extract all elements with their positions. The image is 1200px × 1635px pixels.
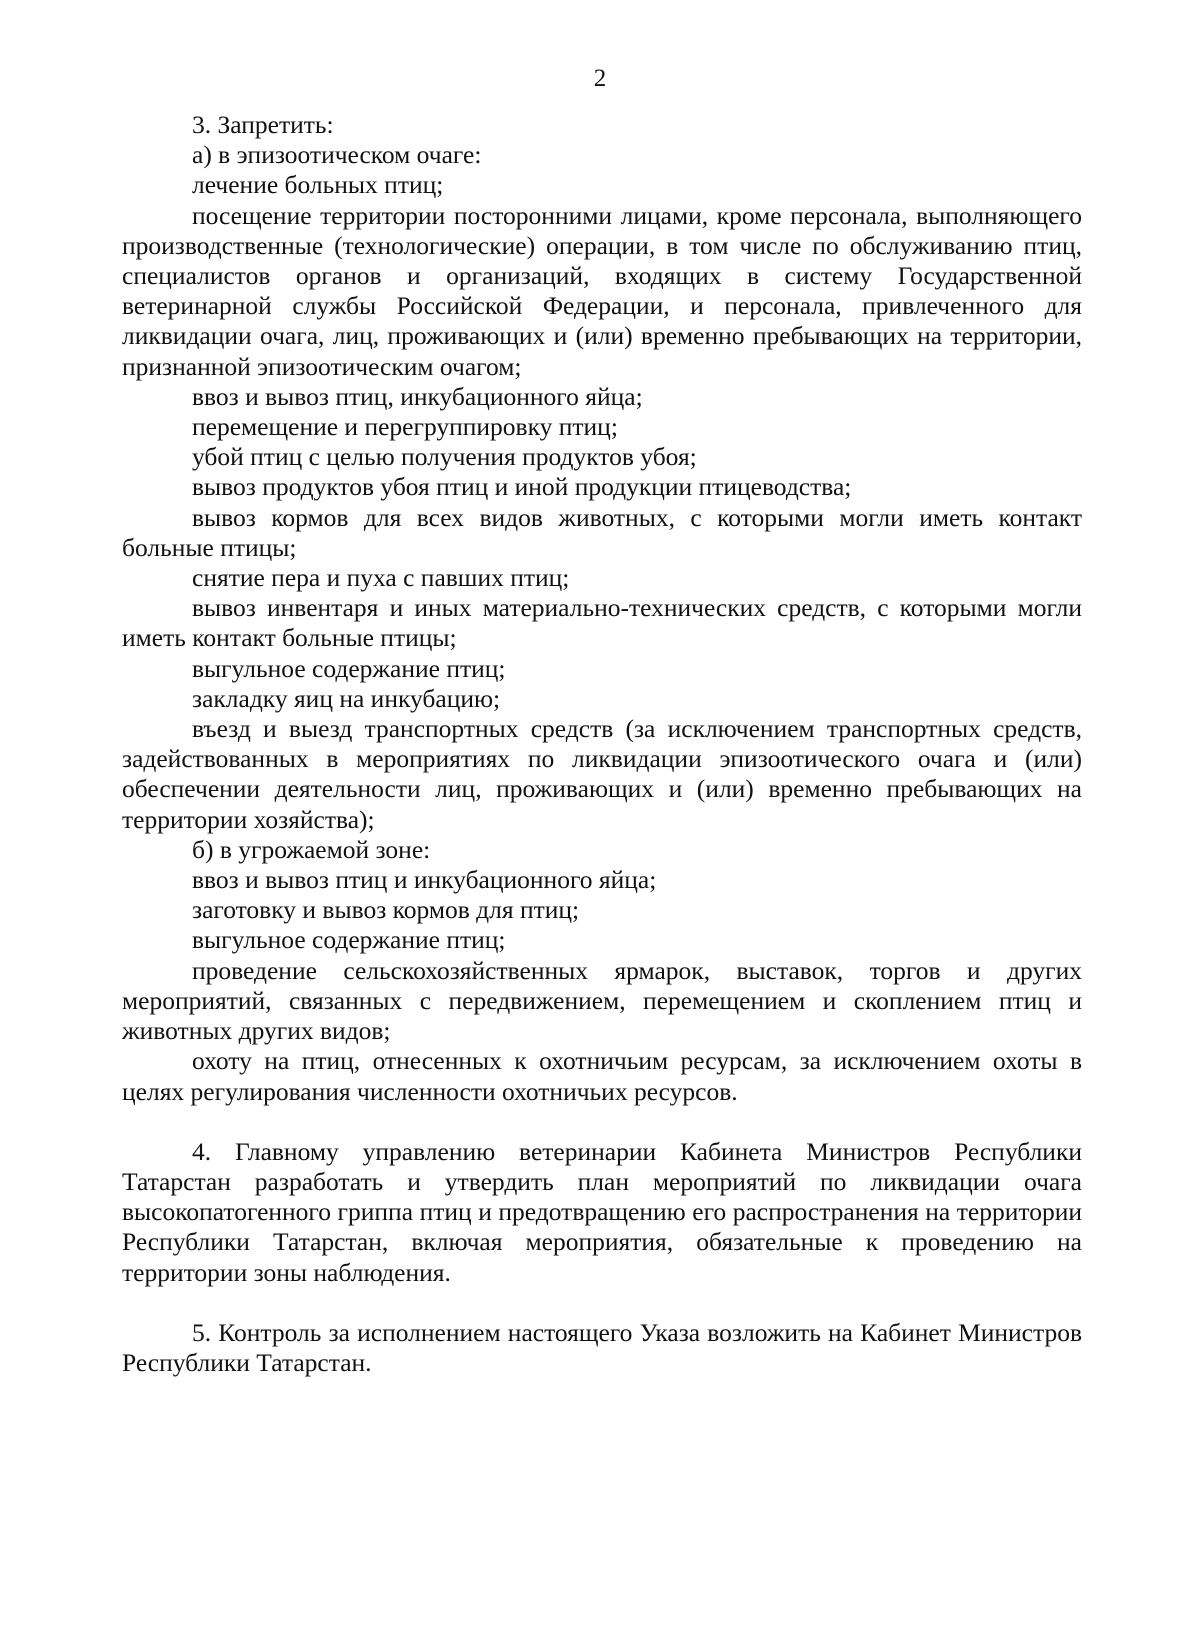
page-number: 2 — [593, 65, 607, 92]
item-4-paragraph: 4. Главному управлению ветеринарии Кабинета Министров Республики Татарстан разработать и утвердить план мероприятий по ликвидации очага высокопатогенного гриппа птиц и предотвращению его распространения на территории Республики Татарстан, включая мероприятия, обязательные к проведению на территории зоны наблюдения. — [122, 1136, 1082, 1287]
list-item: заготовку и вывоз кормов для птиц; — [192, 895, 580, 925]
list-item: убой птиц с целью получения продуктов убоя; — [192, 442, 697, 472]
item-5-paragraph: 5. Контроль за исполнением настоящего Указа возложить на Кабинет Министров Республики Татарстан. — [122, 1317, 1082, 1377]
list-item: лечение больных птиц; — [192, 170, 444, 200]
document-body — [122, 110, 1082, 1378]
list-item: вывоз инвентаря и иных материально-технических средств, с которыми могли иметь контакт больные птицы; — [122, 593, 1082, 653]
subitem-b-heading: б) в угрожаемой зоне: — [192, 834, 431, 864]
list-item: ввоз и вывоз птиц, инкубационного яйца; — [192, 381, 643, 411]
list-item: посещение территории посторонними лицами, кроме персонала, выполняющего производственные (технологические) операции, в том числе по обслуживанию птиц, специалистов органов и организаций, входящих в систему Государственной ветеринарной службы Российской Федерации, и персонала, привлеченного для ликвидации очага, лиц, проживающих и (или) временно пребывающих на территории, признанной эпизоотическим очагом; — [122, 200, 1082, 381]
subitem-a-heading: а) в эпизоотическом очаге: — [192, 140, 482, 170]
list-item: проведение сельскохозяйственных ярмарок, выставок, торгов и других мероприятий, связанных с передвижением, перемещением и скоплением птиц и животных других видов; — [122, 955, 1082, 1046]
list-item: выгульное содержание птиц; — [192, 925, 506, 955]
list-item: вывоз кормов для всех видов животных, с которыми могли иметь контакт больные птицы; — [122, 502, 1082, 562]
list-item: снятие пера и пуха с павших птиц; — [192, 563, 570, 593]
list-item: въезд и выезд транспортных средств (за исключением транспортных средств, задействованных в мероприятиях по ликвидации эпизоотического очага и (или) обеспечении деятельности лиц, проживающих и (или) временно пребывающих на территории хозяйства); — [122, 714, 1082, 834]
list-item: перемещение и перегруппировку птиц; — [192, 412, 618, 442]
list-item: выгульное содержание птиц; — [192, 653, 506, 683]
list-item: вывоз продуктов убоя птиц и иной продукции птицеводства; — [192, 472, 852, 502]
list-item: закладку яиц на инкубацию; — [192, 683, 501, 713]
list-item: ввоз и вывоз птиц и инкубационного яйца; — [192, 865, 657, 895]
item-3-heading: 3. Запретить: — [192, 110, 334, 139]
list-item: охоту на птиц, отнесенных к охотничьим ресурсам, за исключением охоты в целях регулирования численности охотничьих ресурсов. — [122, 1046, 1082, 1106]
